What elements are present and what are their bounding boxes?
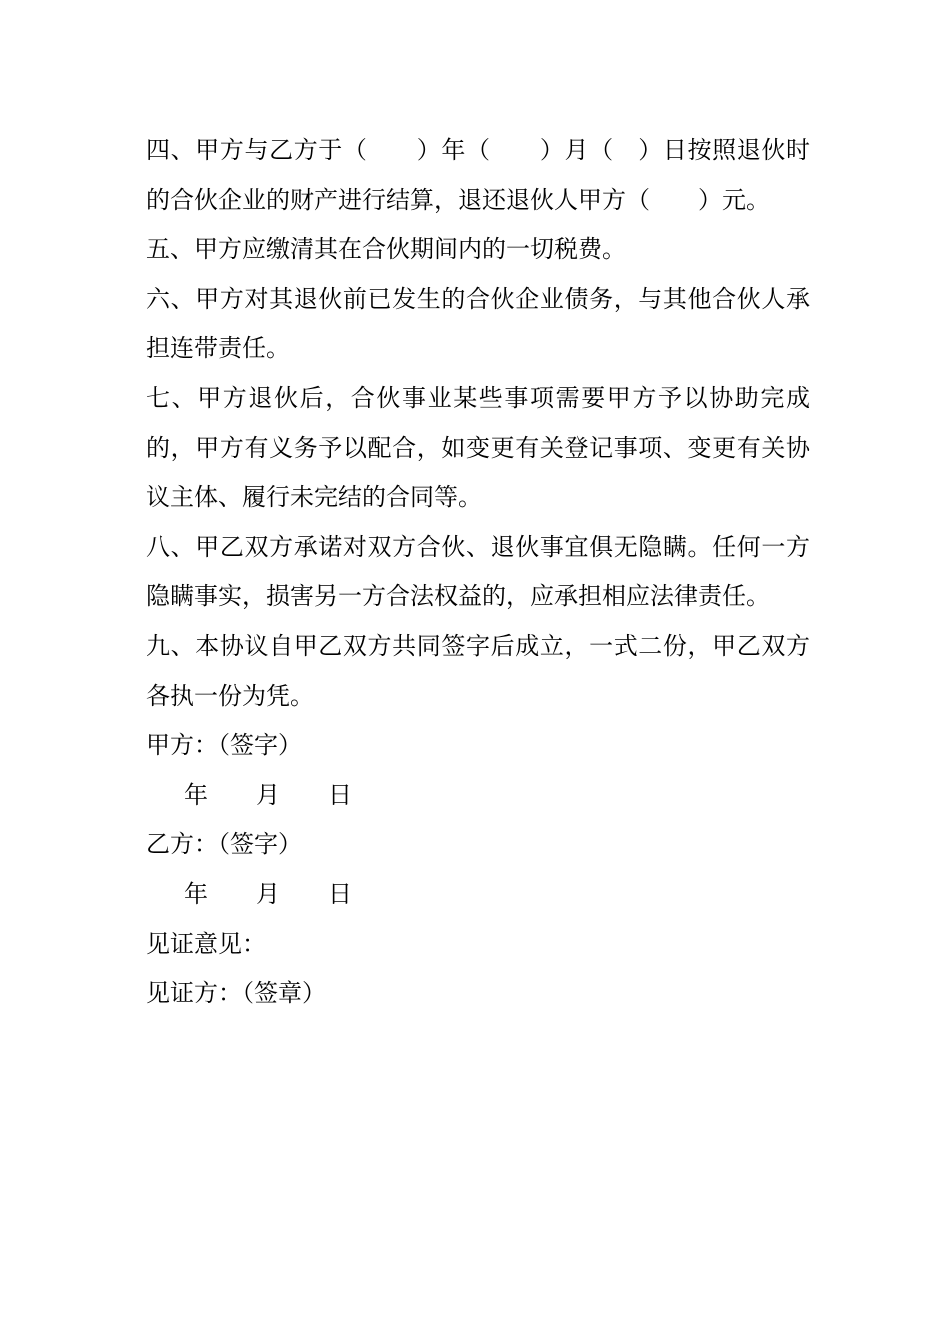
party-b-signature-line: 乙方：（签字） <box>146 830 302 859</box>
clause-5: 五、甲方应缴清其在合伙期间内的一切税费。 <box>146 235 626 264</box>
clause-9: 九、本协议自甲乙双方共同签字后成立，一式二份，甲乙双方各执一份为凭。 <box>146 631 810 710</box>
party-a-date-line: 年 月 日 <box>184 780 352 809</box>
clause-8: 八、甲乙双方承诺对双方合伙、退伙事宜俱无隐瞒。任何一方隐瞒事实，损害另一方合法权益的，应承担相应法律责任。 <box>146 532 810 611</box>
agreement-body <box>146 126 810 1019</box>
party-b-date-line: 年 月 日 <box>184 879 352 908</box>
party-a-signature-line: 甲方：（签字） <box>146 731 302 760</box>
witness-signature-line: 见证方：（签章） <box>146 979 326 1008</box>
witness-opinion-line: 见证意见： <box>146 929 266 958</box>
clause-7: 七、甲方退伙后，合伙事业某些事项需要甲方予以协助完成的，甲方有义务予以配合，如变更有关登记事项、变更有关协议主体、履行未完结的合同等。 <box>146 383 810 512</box>
clause-4: 四、甲方与乙方于（ ）年（ ）月（ ）日按照退伙时的合伙企业的财产进行结算，退还退伙人甲方（ ）元。 <box>146 136 810 214</box>
clause-6: 六、甲方对其退伙前已发生的合伙企业债务，与其他合伙人承担连带责任。 <box>146 284 810 363</box>
